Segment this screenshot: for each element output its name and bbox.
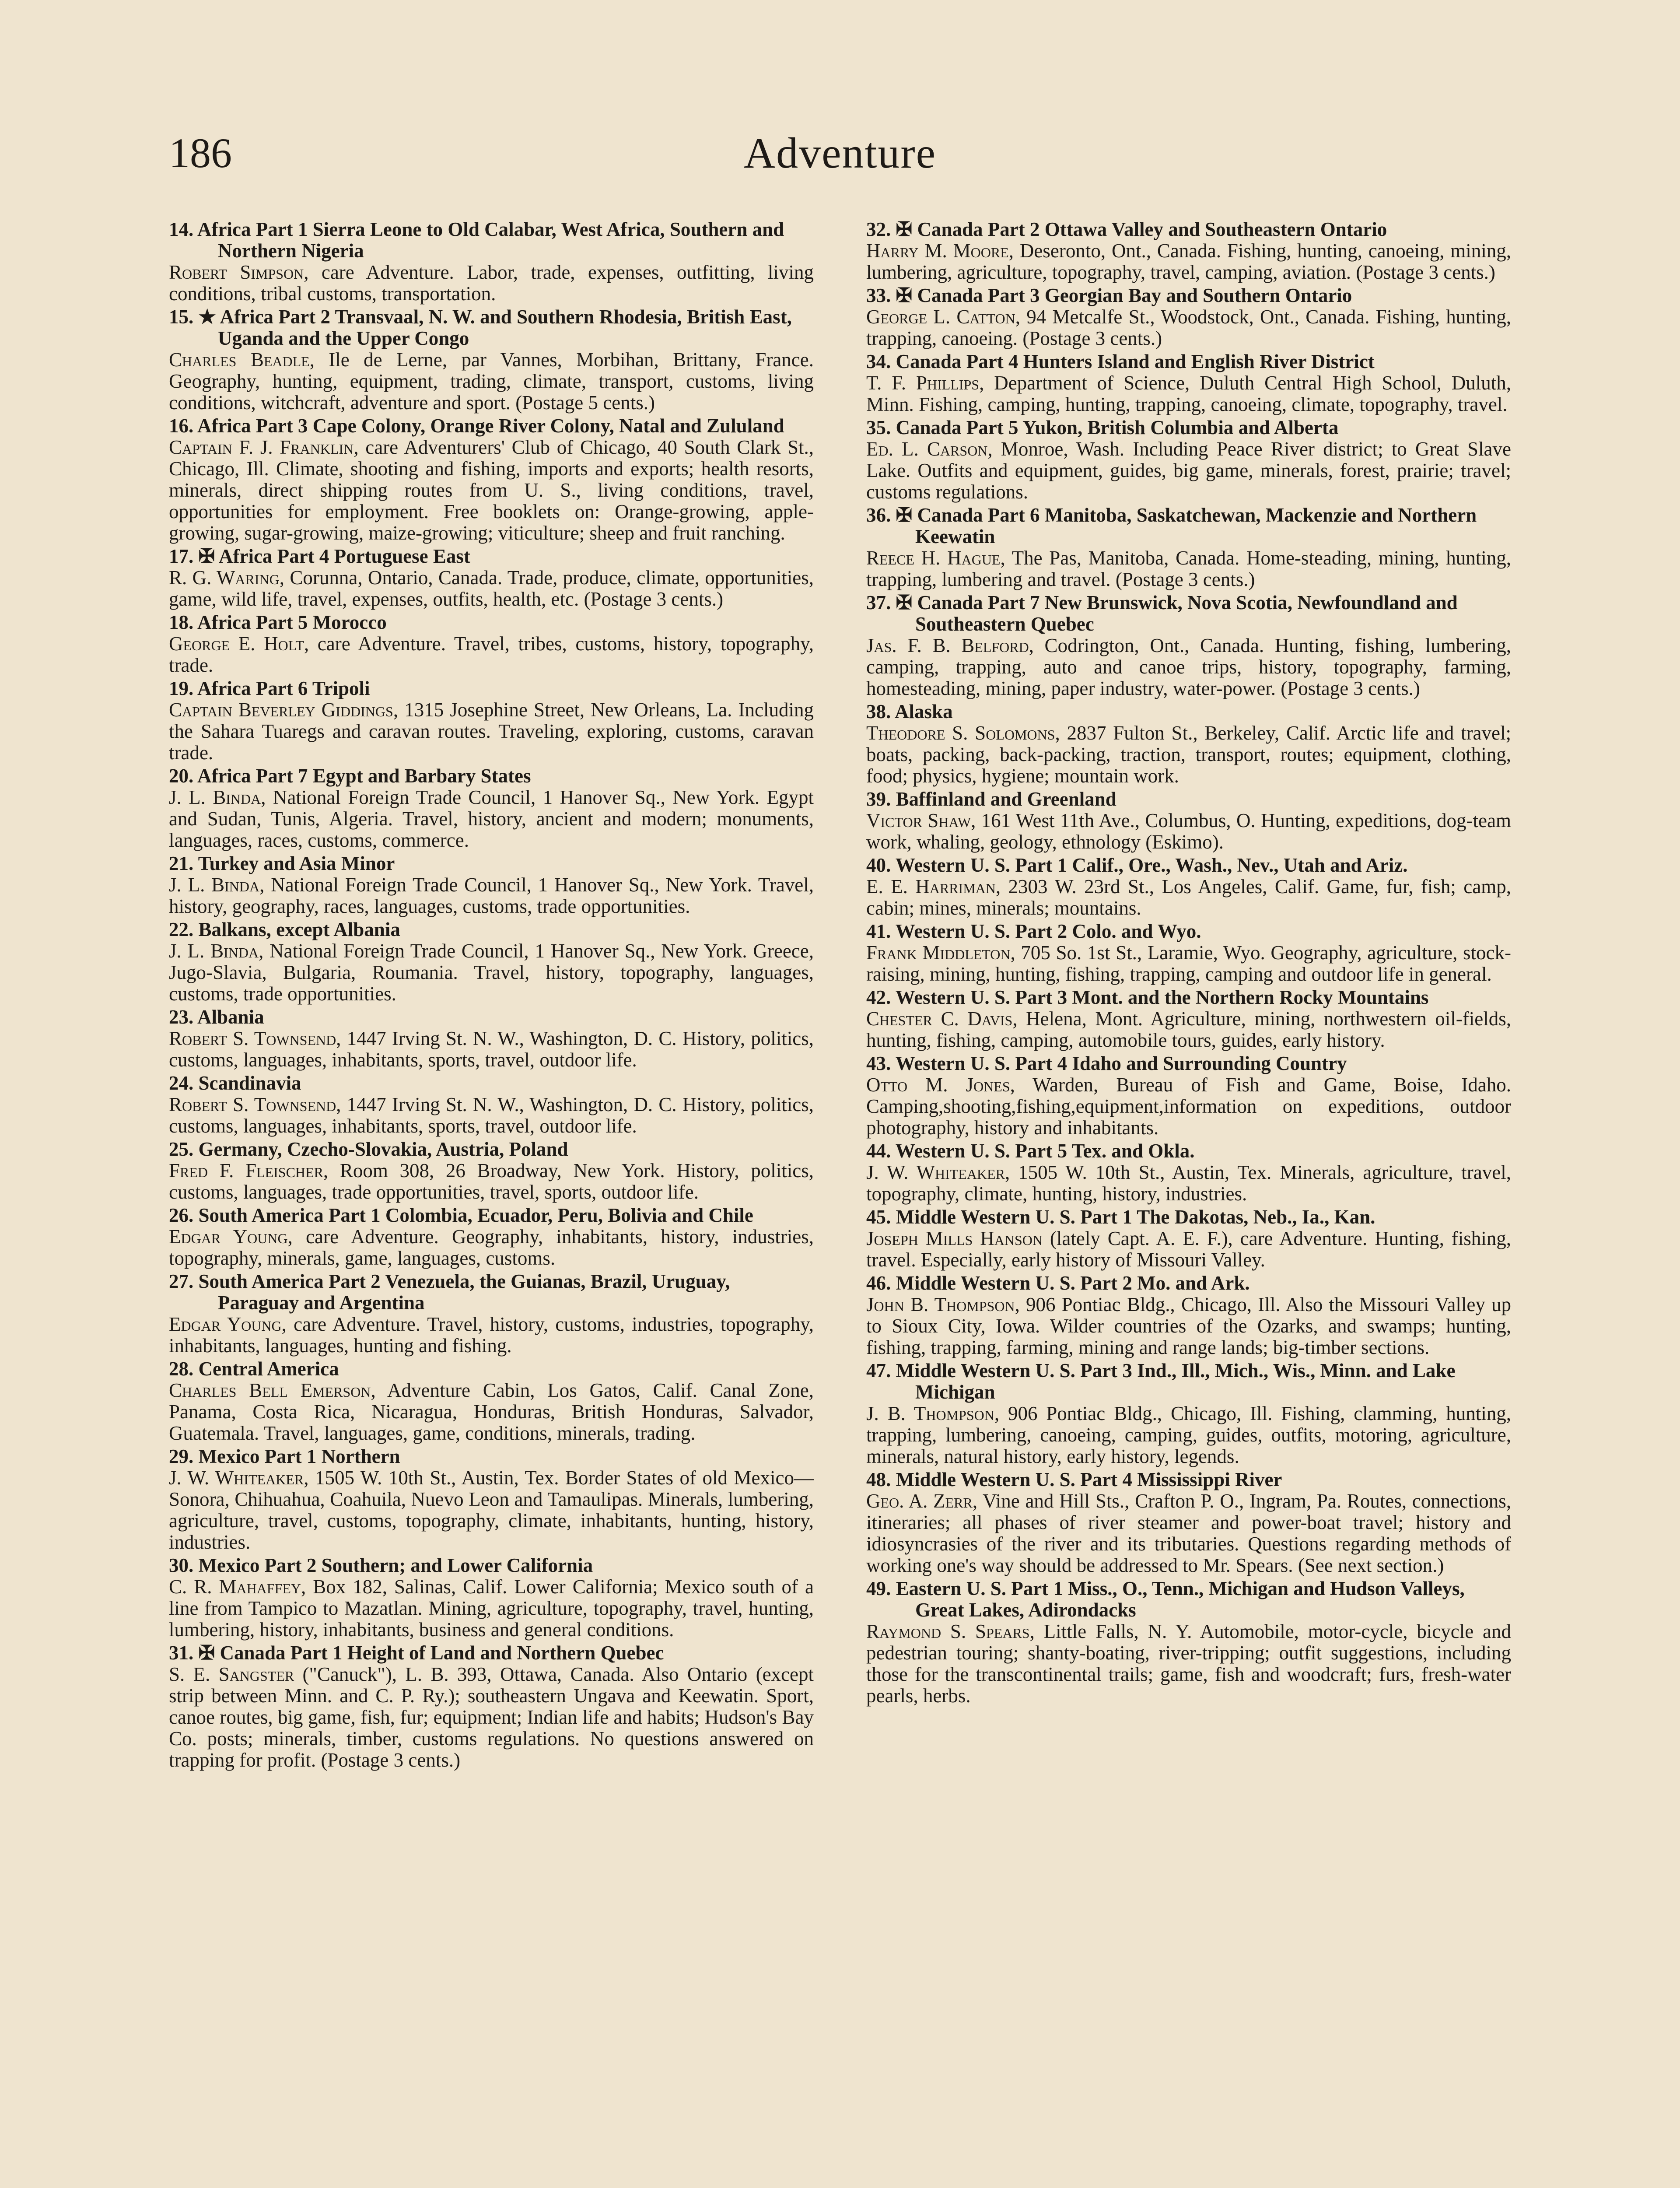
entry-description: , 1315 Josephine Street, New Orleans, La. Including the Sahara Tuaregs and caravan routes. Traveling, exploring, customs, caravan trade. — [169, 699, 814, 764]
entry-heading — [169, 765, 814, 787]
entry-heading — [866, 1053, 1511, 1074]
entry-heading — [169, 1446, 814, 1467]
entry-description: , Monroe, Wash. Including Peace River district; to Great Slave Lake. Outfits and equipment, guides, big game, minerals, forest, prairie; travel; customs regulations. — [866, 438, 1511, 503]
entry-description: , Department of Science, Duluth Central High School, Duluth, Minn. Fishing, camping, hunting, trapping, canoeing, climate, topography, travel. — [866, 372, 1511, 415]
entry-body — [866, 810, 1511, 853]
entry-title: Middle Western U. S. Part 1 The Dakotas, Neb., Ia., Kan. — [896, 1206, 1376, 1228]
entry-description: , 906 Pontiac Bldg., Chicago, Ill. Also the Missouri Valley up to Sioux City, Iowa. Wilder countries of the Ozarks, and swamps; hunting, fishing, trapping, farming, mining and range lands; big-timber sections. — [866, 1294, 1511, 1358]
editor-name: C. R. Mahaffey — [169, 1576, 301, 1598]
entry-title: Canada Part 2 Ottawa Valley and Southeastern Ontario — [917, 219, 1387, 240]
entry-description: , care Adventure. Labor, trade, expenses, outfitting, living conditions, tribal customs, transportation. — [169, 261, 814, 305]
directory-entry — [866, 789, 1511, 853]
entry-body — [866, 306, 1511, 349]
entry-heading — [169, 1006, 814, 1028]
entry-number: 34. — [866, 351, 891, 372]
editor-name: T. F. Phillips — [866, 372, 980, 394]
entry-description: , National Foreign Trade Council, 1 Hanover Sq., New York. Greece, Jugo-Slavia, Bulgaria, Roumania. Travel, history, topography, languages, customs, trade opportunities. — [169, 940, 814, 1005]
entry-body — [866, 1162, 1511, 1205]
editor-name: Joseph Mills Hanson — [866, 1227, 1043, 1249]
page-number: 186 — [169, 130, 232, 176]
entry-title: Alaska — [895, 701, 953, 722]
entry-body — [169, 349, 814, 414]
entry-title: Middle Western U. S. Part 3 Ind., Ill., Mich., Wis., Minn. and Lake Michigan — [896, 1360, 1456, 1403]
editor-name: Chester C. Davis — [866, 1008, 1013, 1030]
entry-body — [866, 876, 1511, 919]
editor-name: George E. Holt — [169, 633, 304, 655]
entry-description: , 161 West 11th Ave., Columbus, O. Hunting, expeditions, dog-team work, whaling, geology, ethnology (Eskimo). — [866, 810, 1511, 853]
entry-number: 46. — [866, 1272, 891, 1294]
entry-body — [169, 1314, 814, 1357]
entry-heading — [866, 592, 1511, 635]
entry-number: 18. — [169, 611, 194, 633]
directory-entry — [169, 1139, 814, 1203]
directory-entry — [866, 987, 1511, 1051]
entry-body — [866, 240, 1511, 283]
entry-description: , Adventure Cabin, Los Gatos, Calif. Canal Zone, Panama, Costa Rica, Nicaragua, Honduras, British Honduras, Salvador, Guatemala. Travel, languages, game, conditions, minerals, trading. — [169, 1379, 814, 1444]
entry-number: 37. — [866, 592, 891, 614]
entry-number: 36. — [866, 504, 891, 526]
entry-body — [169, 1664, 814, 1771]
entry-description: ("Canuck"), L. B. 393, Ottawa, Canada. Also Ontario (except strip between Minn. and C. P. Ry.); southeastern Ungava and Keewatin. Sport, canoe routes, big game, fish, fur; equipment; Indian life and habits; Hudson's Bay Co. posts; minerals, timber, customs regulations. No questions answered on trapping for profit. (Postage 3 cents.) — [169, 1663, 814, 1771]
directory-entry — [866, 1053, 1511, 1139]
entry-title: Canada Part 3 Georgian Bay and Southern Ontario — [917, 284, 1352, 306]
star-icon: ★ — [198, 306, 216, 328]
entry-description: , 2303 W. 23rd St., Los Angeles, Calif. Game, fur, fish; camp, cabin; mines, minerals; mountains. — [866, 876, 1511, 919]
entry-body — [866, 722, 1511, 787]
editor-name: Victor Shaw — [866, 810, 971, 831]
entry-number: 48. — [866, 1469, 891, 1490]
editor-name: Robert S. Townsend — [169, 1027, 336, 1049]
entry-number: 30. — [169, 1554, 194, 1576]
editor-name: J. W. Whiteaker — [169, 1467, 304, 1489]
directory-entry — [169, 853, 814, 917]
entry-title: Middle Western U. S. Part 4 Mississippi River — [896, 1469, 1282, 1490]
entry-number: 23. — [169, 1006, 194, 1028]
entry-heading — [169, 415, 814, 437]
entry-title: Africa Part 3 Cape Colony, Orange River Colony, Natal and Zululand — [197, 415, 784, 437]
editor-name: Theodore S. Solomons — [866, 722, 1055, 744]
entry-number: 39. — [866, 788, 891, 810]
editor-name: Geo. A. Zerr — [866, 1490, 973, 1512]
entry-title: Scandinavia — [198, 1072, 301, 1094]
entry-description: , 705 So. 1st St., Laramie, Wyo. Geography, agriculture, stock-raising, mining, hunting, fishing, trapping, camping and outdoor life in general. — [866, 942, 1511, 985]
entry-title: Balkans, except Albania — [198, 919, 400, 940]
entry-description: , National Foreign Trade Council, 1 Hanover Sq., New York. Travel, history, geography, races, languages, customs, trade opportunities. — [169, 874, 814, 917]
editor-name: Captain Beverley Giddings — [169, 699, 393, 721]
entry-body — [866, 1228, 1511, 1271]
directory-entry — [169, 219, 814, 305]
entry-description: , 2837 Fulton St., Berkeley, Calif. Arctic life and travel; boats, packing, back-packing, traction, transport, routes; equipment, clothing, food; physics, hygiene; mountain work. — [866, 722, 1511, 787]
directory-entry — [866, 1469, 1511, 1576]
entry-description: , 1505 W. 10th St., Austin, Tex. Minerals, agriculture, travel, topography, climate, hunting, history, industries. — [866, 1161, 1511, 1205]
entry-description: , 1447 Irving St. N. W., Washington, D. C. History, politics, customs, languages, inhabitants, sports, travel, outdoor life. — [169, 1094, 814, 1137]
directory-entry — [169, 1446, 814, 1553]
directory-entry — [866, 1140, 1511, 1205]
editor-name: Edgar Young — [169, 1313, 282, 1335]
entry-body — [866, 635, 1511, 699]
entry-number: 42. — [866, 986, 891, 1008]
directory-entry — [866, 855, 1511, 919]
entry-description: , care Adventurers' Club of Chicago, 40 South Clark St., Chicago, Ill. Climate, shooting and fishing, imports and exports; health resorts, minerals, direct shipping routes from U. S., living conditions, travel, opportunities for employment. Free booklets on: Orange-growing, apple-growing, sugar-growing, maize-growing; viticulture; sheep and fruit ranching. — [169, 436, 814, 544]
entry-body — [169, 1380, 814, 1444]
entry-body — [169, 1094, 814, 1137]
editor-name: Fred F. Fleischer — [169, 1160, 323, 1182]
entry-description: , The Pas, Manitoba, Canada. Home-steading, mining, hunting, trapping, lumbering and travel. (Postage 3 cents.) — [866, 547, 1511, 590]
directory-entry — [169, 1642, 814, 1771]
entry-heading — [866, 219, 1511, 240]
entry-number: 35. — [866, 417, 891, 438]
entry-description: , Codrington, Ont., Canada. Hunting, fishing, lumbering, camping, trapping, auto and canoe trips, history, topography, farming, homesteading, mining, paper industry, water-power. (Postage 3 cents.) — [866, 635, 1511, 699]
entry-heading — [866, 701, 1511, 722]
editor-name: Edgar Young — [169, 1226, 288, 1248]
entry-number: 41. — [866, 920, 891, 942]
entry-description: , National Foreign Trade Council, 1 Hanover Sq., New York. Egypt and Sudan, Tunis, Algeria. Travel, history, ancient and modern; monuments, languages, races, customs, commerce. — [169, 786, 814, 851]
entry-body — [169, 1576, 814, 1641]
directory-entry — [169, 1271, 814, 1357]
entry-heading — [866, 1360, 1511, 1403]
directory-entry — [866, 417, 1511, 503]
entry-body — [169, 1028, 814, 1071]
entry-description: , care Adventure. Travel, tribes, customs, history, topography, trade. — [169, 633, 814, 676]
entry-number: 38. — [866, 701, 891, 722]
directory-entry — [169, 1006, 814, 1071]
entry-number: 27. — [169, 1270, 194, 1292]
entry-heading — [169, 1073, 814, 1094]
entry-description: , 1505 W. 10th St., Austin, Tex. Border States of old Mexico—Sonora, Chihuahua, Coahuila, Nuevo Leon and Tamaulipas. Minerals, lumbering, agriculture, travel, customs, topography, climate, inhabitants, hunting, history, industries. — [169, 1467, 814, 1553]
entry-number: 16. — [169, 415, 194, 437]
directory-entry — [866, 701, 1511, 787]
entry-description: , Vine and Hill Sts., Crafton P. O., Ingram, Pa. Routes, connections, itineraries; all phases of river steamer and power-boat travel; history and idiosyncrasies of the river and its tributaries. Questions regarding methods of working one's way should be addressed to Mr. Spears. (See next section.) — [866, 1490, 1511, 1576]
entry-heading — [866, 921, 1511, 942]
entry-description: , Deseronto, Ont., Canada. Fishing, hunting, canoeing, mining, lumbering, agriculture, topography, travel, camping, aviation. (Postage 3 cents.) — [866, 240, 1511, 283]
entry-heading — [866, 1206, 1511, 1228]
entry-number: 15. — [169, 306, 194, 328]
entry-body — [866, 547, 1511, 590]
entry-heading — [169, 1555, 814, 1576]
cross-mark-icon: ✠ — [896, 219, 913, 240]
editor-name: Robert S. Townsend — [169, 1094, 336, 1115]
entry-description: , care Adventure. Travel, history, customs, industries, topography, inhabitants, languages, hunting and fishing. — [169, 1313, 814, 1357]
directory-entry — [866, 1578, 1511, 1707]
editor-name: J. L. Binda — [169, 786, 261, 808]
editor-name: J. W. Whiteaker — [866, 1161, 1005, 1183]
entry-description: , Ile de Lerne, par Vannes, Morbihan, Brittany, France. Geography, hunting, equipment, trading, climate, transport, customs, living conditions, witchcraft, adventure and sport. (Postage 5 cents.) — [169, 349, 814, 414]
cross-mark-icon: ✠ — [896, 284, 913, 306]
editor-name: Robert Simpson — [169, 261, 304, 283]
entry-body — [169, 787, 814, 851]
entry-heading — [866, 1273, 1511, 1294]
entry-heading — [169, 678, 814, 699]
cross-mark-icon: ✠ — [198, 1642, 215, 1664]
directory-entry — [866, 285, 1511, 349]
entry-title: South America Part 1 Colombia, Ecuador, Peru, Bolivia and Chile — [198, 1204, 753, 1226]
cross-mark-icon: ✠ — [896, 592, 913, 614]
entry-title: Turkey and Asia Minor — [198, 852, 395, 874]
entry-number: 49. — [866, 1578, 891, 1599]
entry-description: , Room 308, 26 Broadway, New York. History, politics, customs, languages, trade opportunities, travel, sports, outdoor life. — [169, 1160, 814, 1203]
entry-heading — [866, 789, 1511, 810]
entry-title: Germany, Czecho-Slovakia, Austria, Poland — [198, 1138, 568, 1160]
editor-name: Otto M. Jones — [866, 1074, 1010, 1096]
editor-name: Captain F. J. Franklin — [169, 436, 354, 458]
entry-title: Canada Part 4 Hunters Island and English River District — [896, 351, 1375, 372]
entry-description: , 906 Pontiac Bldg., Chicago, Ill. Fishing, clamming, hunting, trapping, lumbering, canoeing, camping, guides, outfits, motoring, agriculture, minerals, natural history, early history, legends. — [866, 1403, 1511, 1467]
entry-body — [169, 1467, 814, 1553]
entry-body — [866, 1490, 1511, 1576]
directory-entry — [866, 592, 1511, 699]
entry-heading — [866, 1140, 1511, 1162]
entry-body — [866, 372, 1511, 415]
entry-body — [169, 874, 814, 917]
editor-name: J. L. Binda — [169, 874, 260, 896]
entry-title: Canada Part 6 Manitoba, Saskatchewan, Mackenzie and Northern Keewatin — [915, 504, 1477, 547]
editor-name: J. B. Thompson — [866, 1403, 994, 1424]
entry-number: 40. — [866, 854, 891, 876]
editor-name: Harry M. Moore — [866, 240, 1009, 262]
entry-description: , 94 Metcalfe St., Woodstock, Ont., Canada. Fishing, hunting, trapping, canoeing. (Postage 3 cents.) — [866, 306, 1511, 349]
entry-title: Albania — [197, 1006, 264, 1028]
entry-title: Africa Part 5 Morocco — [197, 611, 387, 633]
entry-title: Central America — [198, 1358, 339, 1380]
entry-title: Mexico Part 2 Southern; and Lower California — [198, 1554, 593, 1576]
entry-heading — [866, 417, 1511, 438]
entry-heading — [866, 1578, 1511, 1621]
entry-description: , Corunna, Ontario, Canada. Trade, produce, climate, opportunities, game, wild life, travel, expenses, outfits, health, etc. (Postage 3 cents.) — [169, 567, 814, 610]
directory-entry — [169, 546, 814, 610]
entry-number: 33. — [866, 284, 891, 306]
entry-body — [866, 1294, 1511, 1358]
entry-title: Africa Part 2 Transvaal, N. W. and Southern Rhodesia, British East, Uganda and the Upper Congo — [218, 306, 792, 349]
editor-name: E. E. Harriman — [866, 876, 996, 898]
entry-body — [169, 940, 814, 1005]
entry-heading — [866, 987, 1511, 1008]
entry-title: Western U. S. Part 3 Mont. and the Northern Rocky Mountains — [895, 986, 1429, 1008]
entry-heading — [169, 919, 814, 940]
entry-heading — [169, 1358, 814, 1380]
editor-name: Jas. F. B. Belford — [866, 635, 1029, 656]
directory-entry — [169, 612, 814, 676]
entry-number: 45. — [866, 1206, 891, 1228]
entry-heading — [169, 1642, 814, 1664]
directory-entry — [169, 765, 814, 851]
entry-number: 20. — [169, 765, 194, 787]
entry-title: Africa Part 7 Egypt and Barbary States — [197, 765, 531, 787]
page-title: Adventure — [743, 129, 937, 177]
editor-name: S. E. Sangster — [169, 1663, 294, 1685]
entry-description: (lately Capt. A. E. F.), care Adventure. Hunting, fishing, travel. Especially, early history of Missouri Valley. — [866, 1227, 1511, 1271]
entry-title: Mexico Part 1 Northern — [198, 1445, 400, 1467]
entry-heading — [169, 306, 814, 349]
entry-number: 22. — [169, 919, 194, 940]
entry-title: Canada Part 5 Yukon, British Columbia and Alberta — [896, 417, 1339, 438]
entry-number: 26. — [169, 1204, 194, 1226]
entry-description: , Little Falls, N. Y. Automobile, motor-cycle, bicycle and pedestrian touring; shanty-boating, river-tripping; outfit suggestions, including those for the transcontinental trails; game, fish and woodcraft; furs, fresh-water pearls, herbs. — [866, 1620, 1511, 1707]
entry-title: Canada Part 1 Height of Land and Northern Quebec — [220, 1642, 664, 1664]
entry-title: Western U. S. Part 4 Idaho and Surrounding Country — [895, 1052, 1347, 1074]
entry-body — [169, 699, 814, 764]
entry-title: Western U. S. Part 5 Tex. and Okla. — [895, 1140, 1195, 1162]
entry-heading — [866, 351, 1511, 372]
entry-heading — [169, 219, 814, 262]
editor-name: Raymond S. Spears — [866, 1620, 1030, 1642]
entry-body — [169, 437, 814, 544]
directory-entry — [169, 415, 814, 544]
entry-title: Africa Part 1 Sierra Leone to Old Calabar, West Africa, Southern and Northern Nigeria — [197, 219, 784, 262]
entry-body — [169, 1160, 814, 1203]
entry-body — [169, 1226, 814, 1269]
entry-heading — [866, 285, 1511, 306]
entry-title: Africa Part 4 Portuguese East — [219, 545, 470, 567]
entry-description: , Helena, Mont. Agriculture, mining, northwestern oil-fields, hunting, fishing, camping, automobile tours, guides, early history. — [866, 1008, 1511, 1051]
entry-heading — [169, 1205, 814, 1226]
cross-mark-icon: ✠ — [198, 545, 215, 567]
entry-title: Baffinland and Greenland — [896, 788, 1116, 810]
entry-body — [866, 1074, 1511, 1139]
left-column — [169, 219, 814, 2188]
entry-description: , Box 182, Salinas, Calif. Lower California; Mexico south of a line from Tampico to Mazatlan. Mining, agriculture, topography, travel, hunting, lumbering, history, inhabitants, business and general conditions. — [169, 1576, 814, 1641]
entry-number: 32. — [866, 219, 891, 240]
entry-number: 47. — [866, 1360, 891, 1382]
entry-body — [169, 633, 814, 676]
directory-entry — [866, 351, 1511, 415]
directory-entry — [866, 921, 1511, 985]
editor-name: Charles Bell Emerson — [169, 1379, 371, 1401]
entry-number: 17. — [169, 545, 194, 567]
entry-heading — [169, 546, 814, 567]
editor-name: Reece H. Hague — [866, 547, 1001, 569]
entry-body — [866, 1403, 1511, 1467]
editor-name: George L. Catton — [866, 306, 1015, 328]
directory-entry — [169, 1073, 814, 1137]
directory-entry — [866, 1360, 1511, 1467]
directory-entry — [866, 1206, 1511, 1271]
editor-name: J. L. Binda — [169, 940, 259, 962]
editor-name: Frank Middleton — [866, 942, 1011, 964]
running-head — [169, 127, 1511, 184]
editor-name: John B. Thompson — [866, 1294, 1015, 1315]
entry-body — [169, 262, 814, 305]
entry-number: 44. — [866, 1140, 891, 1162]
entry-body — [866, 1621, 1511, 1707]
directory-entry — [169, 919, 814, 1005]
directory-entry — [169, 1205, 814, 1269]
entry-title: Africa Part 6 Tripoli — [197, 677, 370, 699]
directory-entry — [169, 1555, 814, 1641]
entry-heading — [169, 1139, 814, 1160]
directory-entry — [169, 306, 814, 414]
directory-entry — [866, 1273, 1511, 1358]
entry-title: South America Part 2 Venezuela, the Guianas, Brazil, Uruguay, Paraguay and Argentina — [198, 1270, 730, 1314]
entry-title: Western U. S. Part 2 Colo. and Wyo. — [895, 920, 1201, 942]
columns — [169, 219, 1511, 2188]
editor-name: Charles Beadle — [169, 349, 310, 371]
entry-body — [866, 438, 1511, 503]
entry-heading — [866, 855, 1511, 876]
directory-entry — [169, 1358, 814, 1444]
entry-number: 43. — [866, 1052, 891, 1074]
directory-entry — [866, 219, 1511, 283]
entry-number: 29. — [169, 1445, 194, 1467]
cross-mark-icon: ✠ — [896, 504, 913, 526]
entry-heading — [169, 1271, 814, 1314]
directory-entry — [866, 505, 1511, 590]
entry-heading — [169, 853, 814, 874]
entry-heading — [169, 612, 814, 633]
entry-heading — [866, 505, 1511, 547]
entry-body — [866, 942, 1511, 985]
entry-body — [169, 567, 814, 610]
entry-number: 19. — [169, 677, 194, 699]
entry-title: Western U. S. Part 1 Calif., Ore., Wash., Nev., Utah and Ariz. — [895, 854, 1408, 876]
entry-number: 21. — [169, 852, 194, 874]
entry-heading — [866, 1469, 1511, 1490]
editor-name: Ed. L. Carson — [866, 438, 988, 460]
entry-title: Canada Part 7 New Brunswick, Nova Scotia, Newfoundland and Southeastern Quebec — [915, 592, 1458, 635]
directory-entry — [169, 678, 814, 764]
entry-number: 31. — [169, 1642, 194, 1664]
entry-title: Eastern U. S. Part 1 Miss., O., Tenn., Michigan and Hudson Valleys, Great Lakes, Adirondacks — [896, 1578, 1465, 1621]
entry-number: 14. — [169, 219, 194, 240]
right-column — [866, 219, 1511, 2188]
entry-body — [866, 1008, 1511, 1051]
entry-description: , care Adventure. Geography, inhabitants, history, industries, topography, minerals, game, languages, customs. — [169, 1226, 814, 1269]
editor-name: R. G. Waring — [169, 567, 280, 589]
entry-number: 24. — [169, 1072, 194, 1094]
entry-number: 28. — [169, 1358, 194, 1380]
entry-number: 25. — [169, 1138, 194, 1160]
entry-description: , 1447 Irving St. N. W., Washington, D. C. History, politics, customs, languages, inhabitants, sports, travel, outdoor life. — [169, 1027, 814, 1071]
entry-title: Middle Western U. S. Part 2 Mo. and Ark. — [896, 1272, 1250, 1294]
entry-description: , Warden, Bureau of Fish and Game, Boise, Idaho. Camping,shooting,fishing,equipment,information on expeditions, outdoor photography, history and inhabitants. — [866, 1074, 1511, 1139]
